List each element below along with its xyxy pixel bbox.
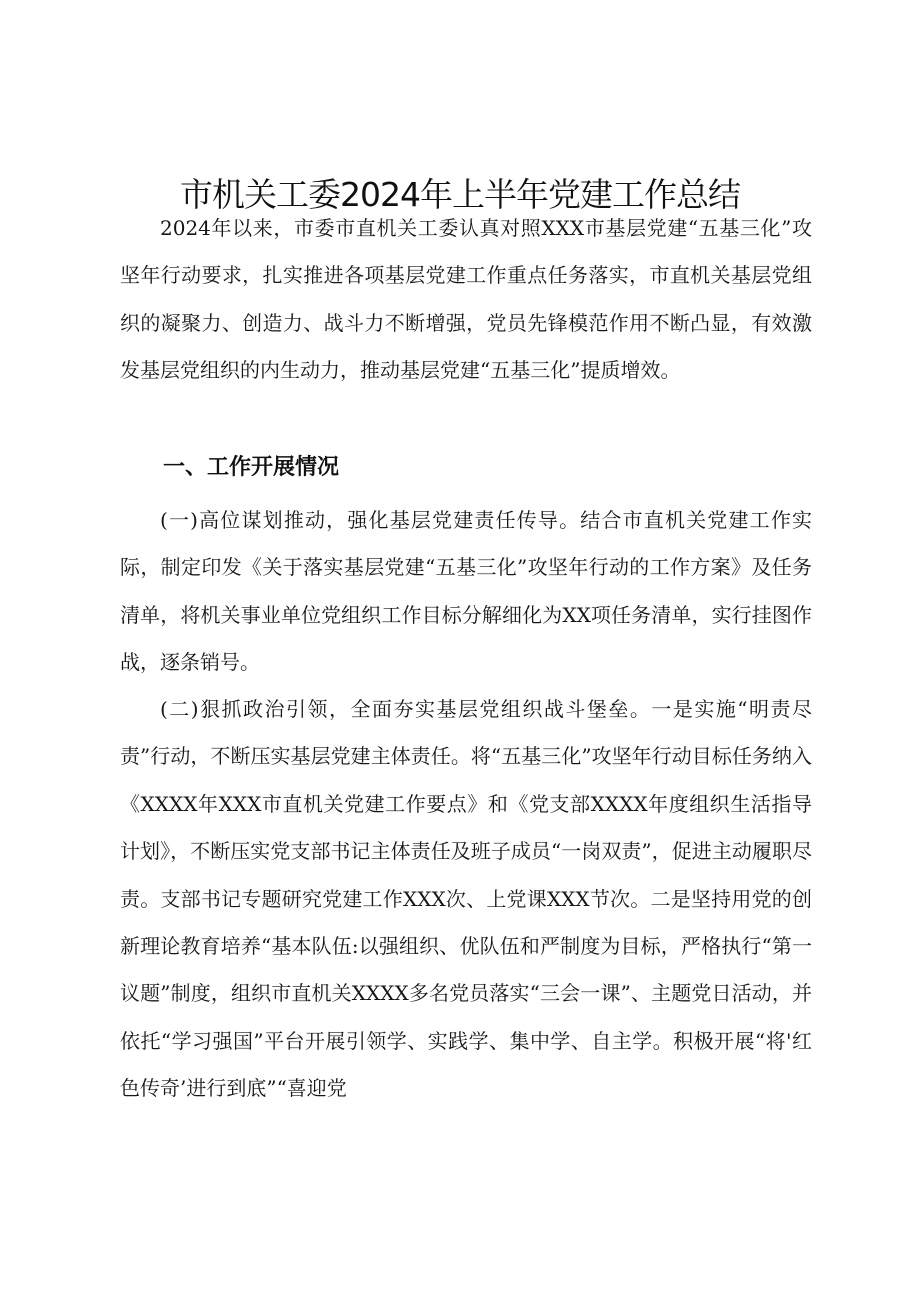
document-title: 市机关工委2024年上半年党建工作总结	[180, 175, 740, 214]
section-heading: 一、工作开展情况	[163, 455, 340, 480]
paragraph-1: (一)高位谋划推动，强化基层党建责任传导。结合市直机关党建工作实际，制定印发《关于落实基层党建“五基三化”攻坚年行动的工作方案》及任务清单，将机关事业单位党组织工作目标分解细化为XX项任务清单，实行挂图作战，逐条销号。	[120, 508, 812, 675]
paragraph-2: (二)狠抓政治引领，全面夯实基层党组织战斗堡垒。一是实施“明责尽责”行动，不断压实基层党建主体责任。将“五基三化”攻坚年行动目标任务纳入《XXXX年XXX市直机关党建工作要点》和《党支部XXXX年度组织生活指导计划》，不断压实党支部书记主体责任及班子成员“一岗双责”，促进主动履职尽责。支部书记专题研究党建工作XXX次、上党课XXX节次。二是坚持用党的创新理论教育培养“基本队伍:以强组织、优队伍和严制度为目标，严格执行“第一议题”制度，组织市直机关XXXX多名党员落实“三会一课”、主题党日活动，并依托“学习强国”平台开展引领学、实践学、集中学、自主学。积极开展“将'红色传奇’进行到底”“喜迎党	[120, 697, 812, 1101]
intro-paragraph: 2024年以来，市委市直机关工委认真对照XXX市基层党建“五基三化”攻坚年行动要求，扎实推进各项基层党建工作重点任务落实，市直机关基层党组织的凝聚力、创造力、战斗力不断增强，党员先锋模范作用不断凸显，有效激发基层党组织的内生动力，推动基层党建“五基三化”提质增效。	[120, 216, 812, 383]
